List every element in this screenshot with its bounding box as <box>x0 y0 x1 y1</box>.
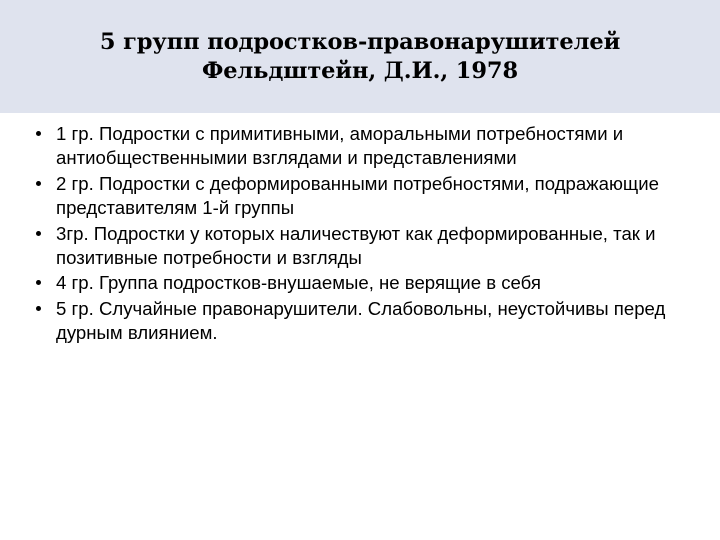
list-item-text: 4 гр. Группа подростков-внушаемые, не верящие в себя <box>56 272 541 294</box>
slide-body <box>28 122 692 347</box>
bullet-dot-icon <box>36 131 41 136</box>
bullet-dot-icon <box>36 306 41 311</box>
slide-title <box>0 28 720 86</box>
title-line-2: Фельдштейн, Д.И., 1978 <box>201 58 519 84</box>
list-item <box>28 172 692 221</box>
list-item-text: 2 гр. Подростки с деформированными потребностями, подражающие представителям 1-й группы <box>56 172 659 219</box>
list-item <box>28 222 692 271</box>
list-item <box>28 271 692 295</box>
bullet-list <box>28 122 692 346</box>
bullet-dot-icon <box>36 280 41 285</box>
list-item-text: 1 гр. Подростки с примитивными, аморальными потребностями и антиобщественнымии взглядами и представлениями <box>56 123 624 169</box>
list-item-text: 3гр. Подростки у которых наличествуют как деформированные, так и позитивные потребности и взгляды <box>56 222 656 269</box>
list-item <box>28 122 692 171</box>
list-item <box>28 297 692 346</box>
list-item-text: 5 гр. Случайные правонарушители. Слабовольны, неустойчивы перед дурным влиянием. <box>56 297 666 344</box>
bullet-dot-icon <box>36 181 41 186</box>
title-line-1: 5 групп подростков-правонарушителей <box>99 29 621 55</box>
bullet-dot-icon <box>36 231 41 236</box>
